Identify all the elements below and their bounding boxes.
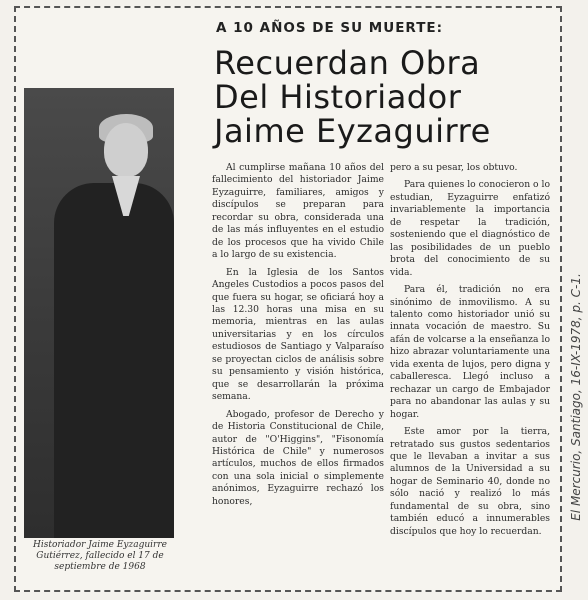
photo-figure-face	[104, 123, 148, 177]
source-note-text: El Mercurio, Santiago, 16-IX-1978, p. C-1.	[569, 273, 583, 521]
paragraph: Para él, tradición no era sinónimo de inmovilismo. A su talento como historiador unió su innata vocación de maestro. Su afán de volcarse a la enseñanza lo hizo abrazar voluntariamente una vida exenta de lujos, pero digna y caballeresca. Llegó incluso a rechazar un cargo de Embajador para no abandonar las aulas y su hogar.	[390, 284, 550, 420]
headline-line-1: Recuerdan Obra	[214, 44, 481, 82]
paragraph: En la Iglesia de los Santos Angeles Custodios a pocos pasos del que fuera su hogar, se oficiará hoy a las 12.30 horas una misa en su memoria, mientras en las aulas universitarias y en los círculos estudiosos de Santiago y Valparaíso se proyectan ciclos de análisis sobre su pensamiento y visión histórica, que se desarrollarán la próxima semana.	[212, 266, 384, 403]
article-headline	[214, 46, 554, 148]
handwritten-source-note	[566, 240, 582, 560]
headline-line-2: Del Historiador	[214, 78, 462, 116]
photo-caption: Historiador Jaime Eyzaguirre Gutiérrez, fallecido el 17 de septiembre de 1968	[33, 540, 167, 572]
article-kicker: A 10 AÑOS DE SU MUERTE:	[216, 20, 444, 36]
photo-figure-body	[54, 183, 174, 538]
article-column-2	[390, 162, 550, 543]
paragraph: pero a su pesar, los obtuvo.	[390, 162, 518, 173]
portrait-photo	[24, 88, 174, 538]
paragraph: Este amor por la tierra, retratado sus gustos sedentarios que le llevaban a invitar a sus alumnos de la Universidad a su hogar de Seminario 40, donde no sólo nació y realizó lo más fundamental de su obra, sino también educó a innumerables discípulos que hoy lo recuerdan.	[390, 426, 550, 537]
paragraph: Para quienes lo conocieron o lo estudian, Eyzaguirre enfatizó invariablemente la importancia de respetar la tradición, sosteniendo que el diagnóstico de las posibilidades de un pueblo brota del conocimiento de su vida.	[390, 179, 550, 278]
paragraph: Abogado, profesor de Derecho y de Historia Constitucional de Chile, autor de "O'Higgins", "Fisonomía Histórica de Chile" y numerosos artículos, muchos de ellos firmados con una sola inicial o simplemente anónimos, Eyzaguirre rechazó los honores,	[212, 408, 384, 507]
paragraph: Al cumplirse mañana 10 años del fallecimiento del historiador Jaime Eyzaguirre, familiares, amigos y discípulos se preparan para recordar su obra, considerada una de las más influyentes en el estudio de los procesos que ha vivido Chile a lo largo de su existencia.	[212, 162, 384, 261]
article-column-1	[212, 162, 384, 513]
headline-line-3: Jaime Eyzaguirre	[214, 112, 491, 150]
